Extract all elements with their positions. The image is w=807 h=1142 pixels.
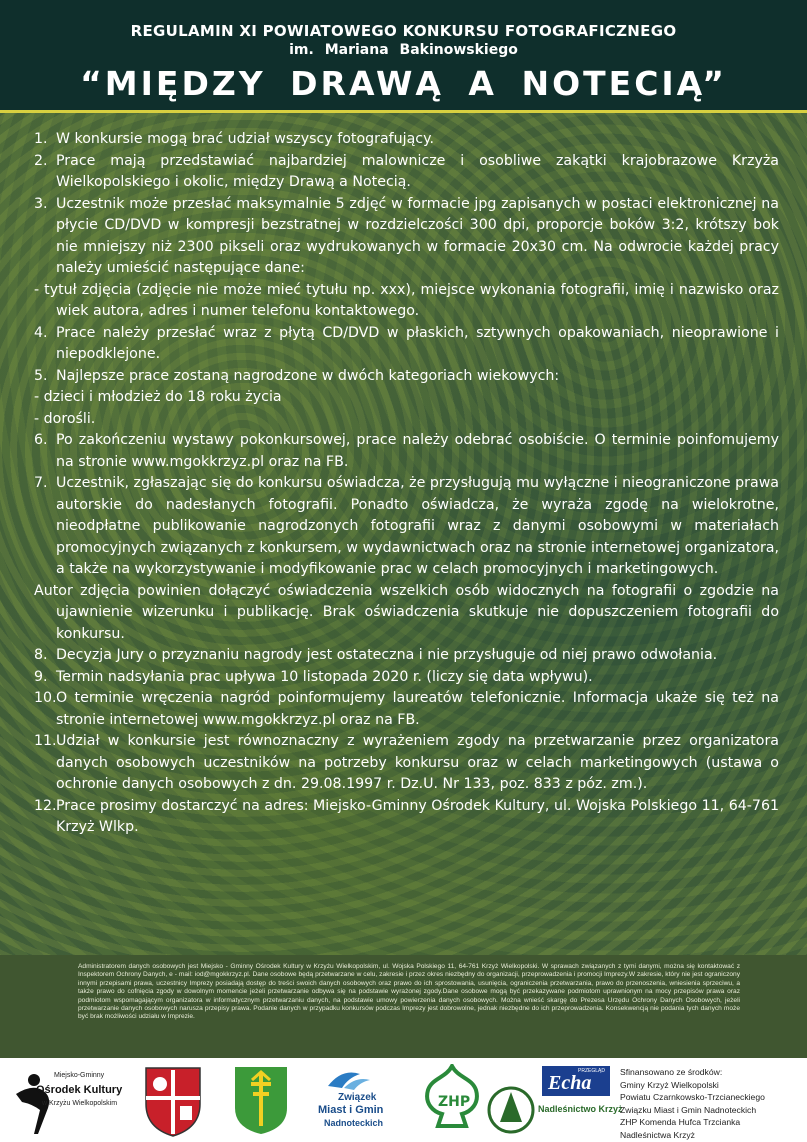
waves-icon (308, 1064, 400, 1094)
rule-6: 6. Po zakończeniu wystawy pokonkursowej, prace należy odebrać osobiście. O terminie poinfomujemy na stronie www.mgokkrzyz.pl oraz na FB. (34, 432, 779, 470)
rule-11: 11.Udział w konkursie jest równoznaczny z wyrażeniem zgody na przetwarzanie przez organizatora danych osobowych uczestników na potrzeby konkursu oraz w celach marketingowych (ustawa o ochronie danych osobowych z dn. 29.08.1997 r. Dz.U. Nr 133, poz. 833 z póz. zm.). (34, 733, 779, 792)
forestry-logo (486, 1064, 536, 1136)
sponsor-title: Sfinansowano ze środków: (620, 1067, 723, 1077)
gdpr-notice: Administratorem danych osobowych jest Miejsko - Gminny Ośrodek Kultury w Krzyżu Wielkopolskim, ul. Wojska Polskiego 11, 64-761 Krzyż Wielkopolski. W sprawach związanych z tymi danymi, można się kontaktować z Inspektorem Ochrony Danych, e - mail: iod@mgokkrzyz.pl. Dane osobowe będą przetwarzane w celu, zakresie i przez okres niezbędny do organizacji, przeprowadzenia i promocji Imprezy.W zakresie, który nie jest ograniczony innymi przepisami prawa, uczestnicy Imprezy posiadają dostęp do treści swoich danych osobowych oraz prawo do ich sprostowania, usunięcia, ograniczenia przetwarzania, prawo do przenoszenia, wniesienia sprzeciwu, a także prawo do cofnięcia zgody w dowolnym momencie jeżeli przetwarzanie odbywa się na podstawie wyrażonej zgody.Dane osobowe mogą być przekazywane podmiotom uprawnionym na mocy przepisów prawa oraz podmiotom wspomagającym organizatora w informatycznym przetwarzaniu danych, na podstawie umowy powierzenia danych osobowych. Można wnieść skargę do Prezesa Urzędu Ochrony Danych Osobowych, jeżeli przetwarzanie danych osobowych narusza przepisy prawa. Podanie danych w przypadku konkursów podczas Imprezy jest dobrowolne, jednak niezbędne do ich przeprowadzenia. Konsekwencją nie podania tych danych może być brak możliwości udziału w Imprezie. (78, 963, 740, 1021)
zhp-logo (414, 1064, 490, 1136)
scout-lily-icon (414, 1064, 490, 1136)
poster-header (0, 0, 807, 113)
patron-name: im. Mariana Bakinowskiego (289, 42, 518, 58)
mgok-logo: Miejsko-Gminny Ośrodek Kultury w Krzyżu Wielkopolskim (8, 1064, 126, 1136)
sponsor-item: Gminy Krzyż Wielkopolski (620, 1079, 719, 1090)
rule-7: 7. Uczestnik, zgłaszając się do konkursu oświadcza, że przysługują mu wyłączne i nieograniczone prawa autorskie do nadesłanych fotografii. Ponadto oświadcza, że wyraża zgodę na wielokrotne, nieodpłatne publikowanie nagrodzonych fotografii wraz z danymi osobowymi w materiałach promocyjnych związanych z konkursem, w wydawnictwach oraz na stronie internetowej organizatora, a także na wykorzystywanie i modyfikowanie prac w celach promocyjnych i marketingowych. Autor zdjęcia powinien dołączyć oświadczenia wszelkich osób widocznych na fotografii o zgodzie na ujawnienie wizerunku i publikację. Brak oświadczenia skutkuje nie dopuszczeniem fotografii do konkursu. (34, 473, 779, 645)
rule-9: 9. Termin nadsyłania prac upływa 10 listopada 2020 r. (liczy się data wpływu). (34, 668, 593, 685)
rule-1: 1. W konkursie mogą brać udział wszyscy fotografujący. (34, 131, 434, 147)
sponsor-item: ZHP Komenda Hufca Trzcianka (620, 1117, 741, 1128)
rule-3: 3. Uczestnik może przesłać maksymalnie 5 zdjęć w formacie jpg zapisanych w postaci elektronicznej na płycie CD/DVD w kompresji bezstratnej w rozdzielczości 300 dpi, proporcje boków 3:2, krótszy bok nie mniejszy niż 2300 pikseli oraz wydrukowanych w formacie 20x30 cm. Na odwrocie każdej pracy należy umieścić następujące dane: - tytuł zdjęcia (zdjęcie nie może mieć tytułu np. xxx), miejsce wykonania fotografii, imię i nazwisko oraz wiek autora, adres i numer telefonu kontaktowego. (34, 194, 779, 323)
sponsor-list (620, 1066, 805, 1142)
zmgn-logo: Związek Miast i Gmin Nadnoteckich (308, 1064, 400, 1136)
rule-2: 2. Prace mają przedstawiać najbardziej malownicze i osobliwe zakątki krajobrazowe Krzyża Wielkopolskiego i okolic, między Drawą a Notecią. (34, 152, 779, 190)
cross-shield-icon (232, 1064, 290, 1136)
krzyz-coat-of-arms (142, 1064, 204, 1138)
echa-logo: PRZEGLĄD Echa Nadleśnictwo Krzyż (538, 1068, 623, 1114)
regulation-title: REGULAMIN XI POWIATOWEGO KONKURSU FOTOGRAFICZNEGO (130, 22, 677, 40)
rule-12: 12.Prace prosimy dostarczyć na adres: Miejsko-Gminny Ośrodek Kultury, ul. Wojska Polskiego 11, 64-761 Krzyż Wlkp. (34, 797, 779, 835)
rules-list (34, 129, 779, 839)
rule-3-detail: - tytuł zdjęcia (zdjęcie nie może mieć tytułu np. xxx), miejsce wykonania fotografii, imię i nazwisko oraz wiek autora, adres i numer telefonu kontaktowego. (34, 281, 779, 319)
tree-badge-icon (486, 1064, 536, 1136)
rule-5: 5. Najlepsze prace zostaną nagrodzone w dwóch kategoriach wiekowych: - dzieci i młodzież do 18 roku życia - dorośli. (34, 366, 779, 431)
powiat-coat-of-arms (232, 1064, 290, 1136)
sponsor-item: Powiatu Czarnkowsko-Trzcianeckiego (620, 1092, 765, 1103)
contest-title: “MIĘDZY DRAWĄ A NOTECIĄ” (80, 64, 727, 103)
rules-panel (0, 113, 807, 955)
sponsor-footer (0, 1058, 807, 1142)
rule-5-category-youth: - dzieci i młodzież do 18 roku życia (34, 389, 282, 405)
rule-7-consent: Autor zdjęcia powinien dołączyć oświadczenia wszelkich osób widocznych na fotografii o zgodzie na ujawnienie wizerunku i publikację. Brak oświadczenia skutkuje nie dopuszczeniem fotografii do konkursu. (34, 582, 779, 642)
rule-5-category-adults: - dorośli. (34, 410, 96, 427)
coat-of-arms-icon (142, 1064, 204, 1138)
sponsor-item: Związku Miast i Gmin Nadnoteckich (620, 1104, 757, 1115)
rule-8: 8. Decyzja Jury o przyznaniu nagrody jest ostateczna i nie przysługuje od niej prawo odwołania. (34, 647, 718, 663)
svg-text:ZHP: ZHP (438, 1094, 471, 1110)
sponsor-item: Nadleśnictwa Krzyż (620, 1129, 695, 1140)
rule-4: 4. Prace należy przesłać wraz z płytą CD/DVD w płaskich, sztywnych opakowaniach, nieoprawione i niepodklejone. (34, 324, 779, 362)
rule-10: 10.O terminie wręczenia nagród poinformujemy laureatów telefonicznie. Informacja ukaże się też na stronie internetowej www.mgokkrzyz.pl oraz na FB. (34, 690, 779, 728)
